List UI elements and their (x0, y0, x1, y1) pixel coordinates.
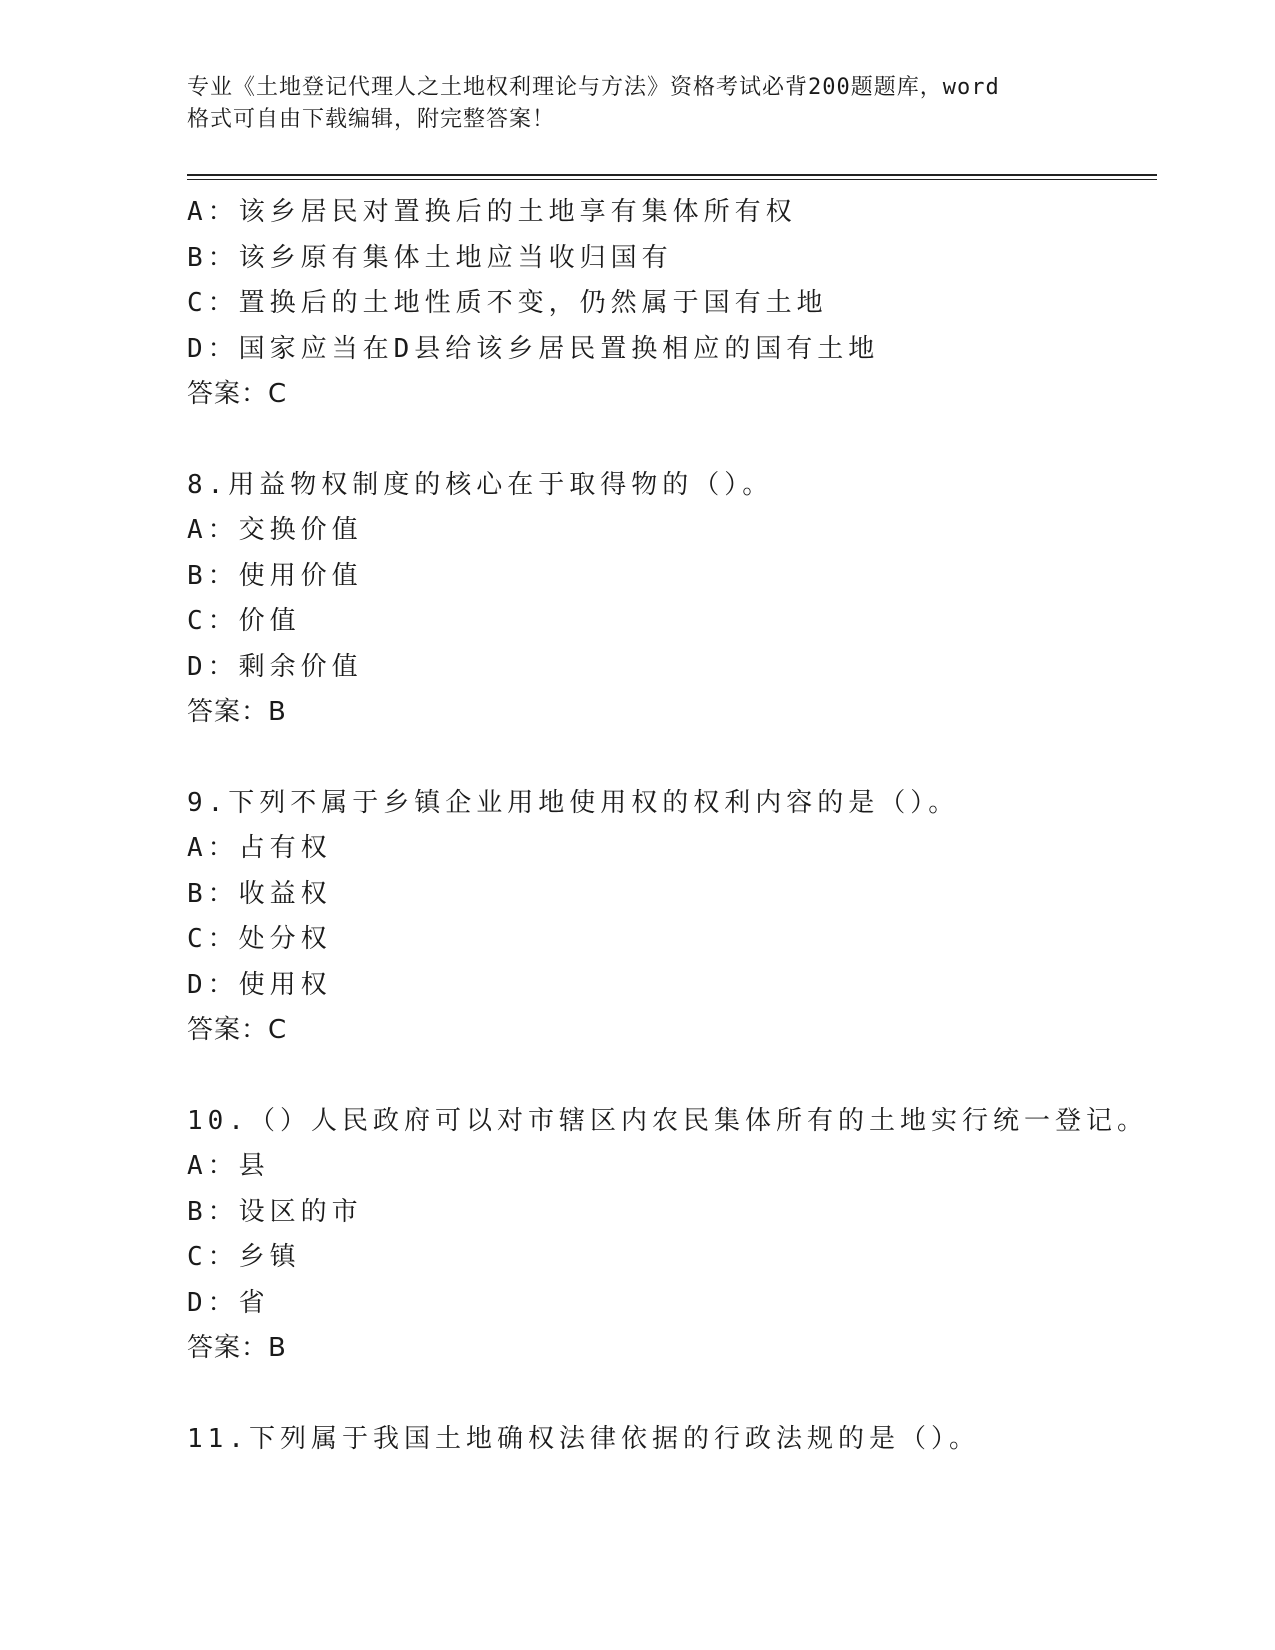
option-b: B：使用价值 (187, 560, 363, 591)
option-d: D：使用权 (187, 969, 332, 1000)
option-a: A：县 (187, 1151, 270, 1181)
option-c: C：处分权 (187, 924, 332, 954)
option-b: B：收益权 (187, 878, 332, 909)
question-text: 8.用益物权制度的核心在于取得物的（）。 (187, 469, 774, 500)
question-8 (187, 463, 1157, 736)
question-list (187, 190, 1157, 1462)
question-text: 10.（）人民政府可以对市辖区内农民集体所有的土地实行统一登记。 (187, 1105, 1148, 1136)
header-divider (187, 174, 1157, 180)
answer: 答案：B (187, 697, 287, 727)
option-d: D：国家应当在D县给该乡居民置换相应的国有土地 (187, 333, 880, 364)
document-page (187, 72, 1157, 1462)
question-text: 11.下列属于我国土地确权法律依据的行政法规的是（）。 (187, 1423, 980, 1454)
option-a: A：占有权 (187, 833, 332, 863)
answer: 答案：C (187, 1015, 288, 1045)
option-a: A：交换价值 (187, 515, 363, 545)
option-b: B：设区的市 (187, 1196, 363, 1227)
document-header (187, 72, 1157, 136)
option-a: A：该乡居民对置换后的土地享有集体所有权 (187, 197, 797, 227)
question-text: 9.下列不属于乡镇企业用地使用权的权利内容的是（）。 (187, 787, 960, 818)
option-c: C：置换后的土地性质不变，仍然属于国有土地 (187, 288, 828, 318)
question-11 (187, 1417, 1157, 1463)
header-line-1: 专业《土地登记代理人之土地权利理论与方法》资格考试必背200题题库，word (187, 75, 1000, 100)
question-7 (187, 190, 1157, 418)
question-10 (187, 1099, 1157, 1372)
question-9 (187, 781, 1157, 1054)
option-b: B：该乡原有集体土地应当收归国有 (187, 242, 673, 273)
answer: 答案：B (187, 1333, 287, 1363)
option-d: D：省 (187, 1287, 270, 1318)
header-line-2: 格式可自由下载编辑，附完整答案！ (187, 107, 556, 132)
option-c: C：价值 (187, 606, 301, 636)
answer: 答案：C (187, 379, 288, 409)
option-c: C：乡镇 (187, 1242, 301, 1272)
option-d: D：剩余价值 (187, 651, 363, 682)
